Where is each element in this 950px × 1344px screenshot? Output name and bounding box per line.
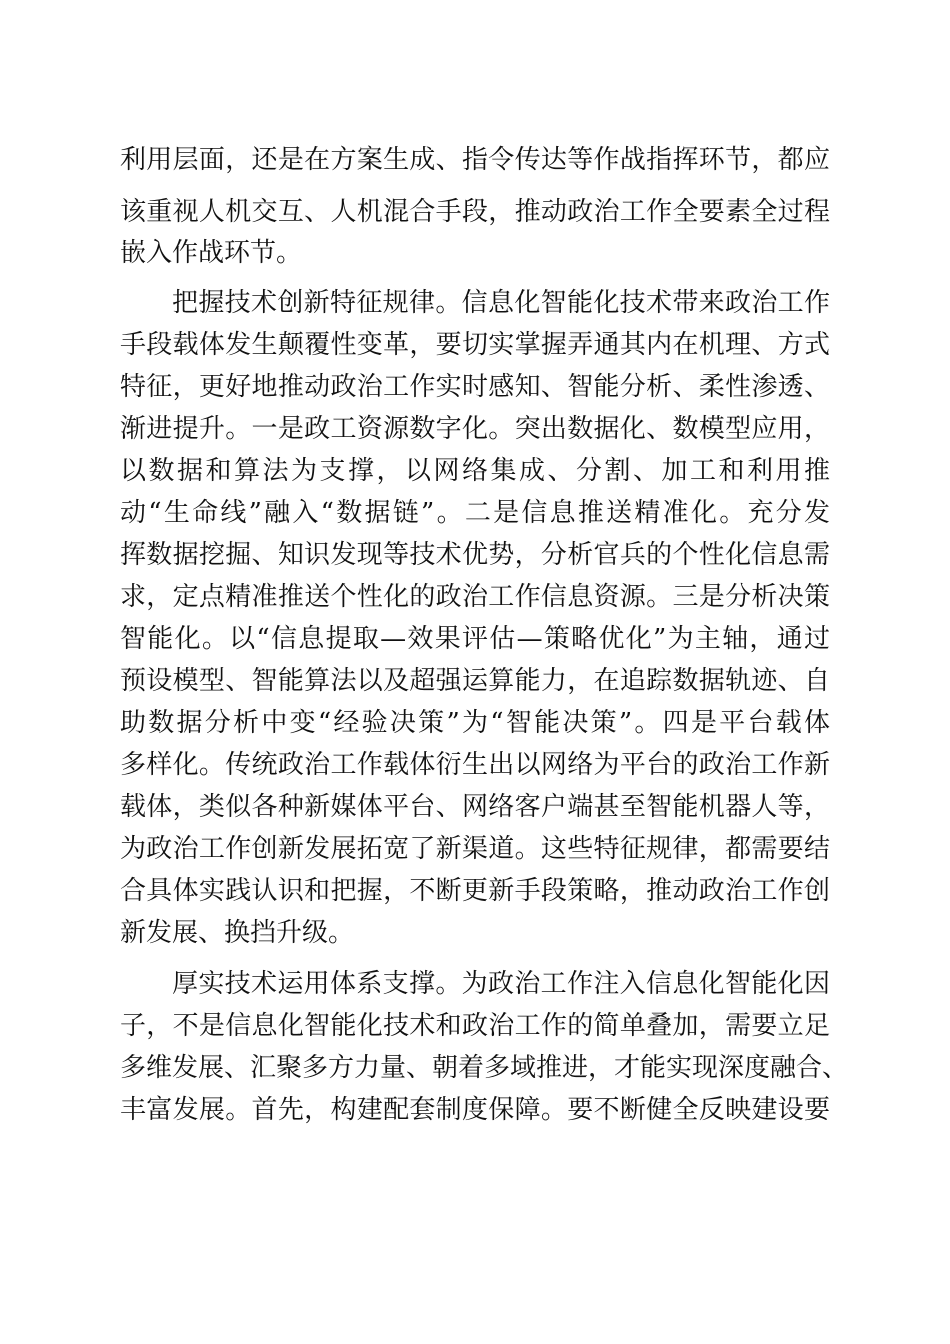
text-line: 动“生命线”融入“数据链”。二是信息推送精准化。充分发 bbox=[120, 498, 830, 528]
text-line: 以数据和算法为支撑，以网络集成、分割、加工和利用推 bbox=[120, 456, 830, 486]
text-line: 挥数据挖掘、知识发现等技术优势，分析官兵的个性化信息需 bbox=[120, 540, 830, 570]
text-line: 该重视人机交互、人机混合手段，推动政治工作全要素全过程 bbox=[120, 197, 830, 227]
text-line: 为政治工作创新发展拓宽了新渠道。这些特征规律，都需要结 bbox=[120, 834, 830, 864]
text-line: 预设模型、智能算法以及超强运算能力，在追踪数据轨迹、自 bbox=[120, 666, 830, 696]
text-line: 特征，更好地推动政治工作实时感知、智能分析、柔性渗透、 bbox=[120, 372, 830, 402]
text-line: 子，不是信息化智能化技术和政治工作的简单叠加，需要立足 bbox=[120, 1011, 830, 1041]
text-line: 助数据分析中变“经验决策”为“智能决策”。四是平台载体 bbox=[120, 708, 830, 738]
text-line: 新发展、换挡升级。 bbox=[120, 918, 355, 948]
paragraph-heading-line: 厚实技术运用体系支撑。为政治工作注入信息化智能化因 bbox=[172, 969, 830, 999]
text-line: 合具体实践认识和把握，不断更新手段策略，推动政治工作创 bbox=[120, 876, 830, 906]
text-line: 手段载体发生颠覆性变革，要切实掌握弄通其内在机理、方式 bbox=[120, 330, 830, 360]
text-line: 渐进提升。一是政工资源数字化。突出数据化、数模型应用， bbox=[120, 414, 830, 444]
text-line: 嵌入作战环节。 bbox=[120, 238, 303, 268]
text-line: 智能化。以“信息提取—效果评估—策略优化”为主轴，通过 bbox=[120, 624, 830, 654]
paragraph-heading-line: 把握技术创新特征规律。信息化智能化技术带来政治工作 bbox=[172, 288, 830, 318]
text-line: 丰富发展。首先，构建配套制度保障。要不断健全反映建设要 bbox=[120, 1095, 830, 1125]
text-line: 多维发展、汇聚多方力量、朝着多域推进，才能实现深度融合、 bbox=[120, 1053, 849, 1083]
text-line: 求，定点精准推送个性化的政治工作信息资源。三是分析决策 bbox=[120, 582, 830, 612]
text-line: 多样化。传统政治工作载体衍生出以网络为平台的政治工作新 bbox=[120, 750, 830, 780]
text-line: 利用层面，还是在方案生成、指令传达等作战指挥环节，都应 bbox=[120, 145, 830, 175]
text-line: 载体，类似各种新媒体平台、网络客户端甚至智能机器人等， bbox=[120, 792, 830, 822]
